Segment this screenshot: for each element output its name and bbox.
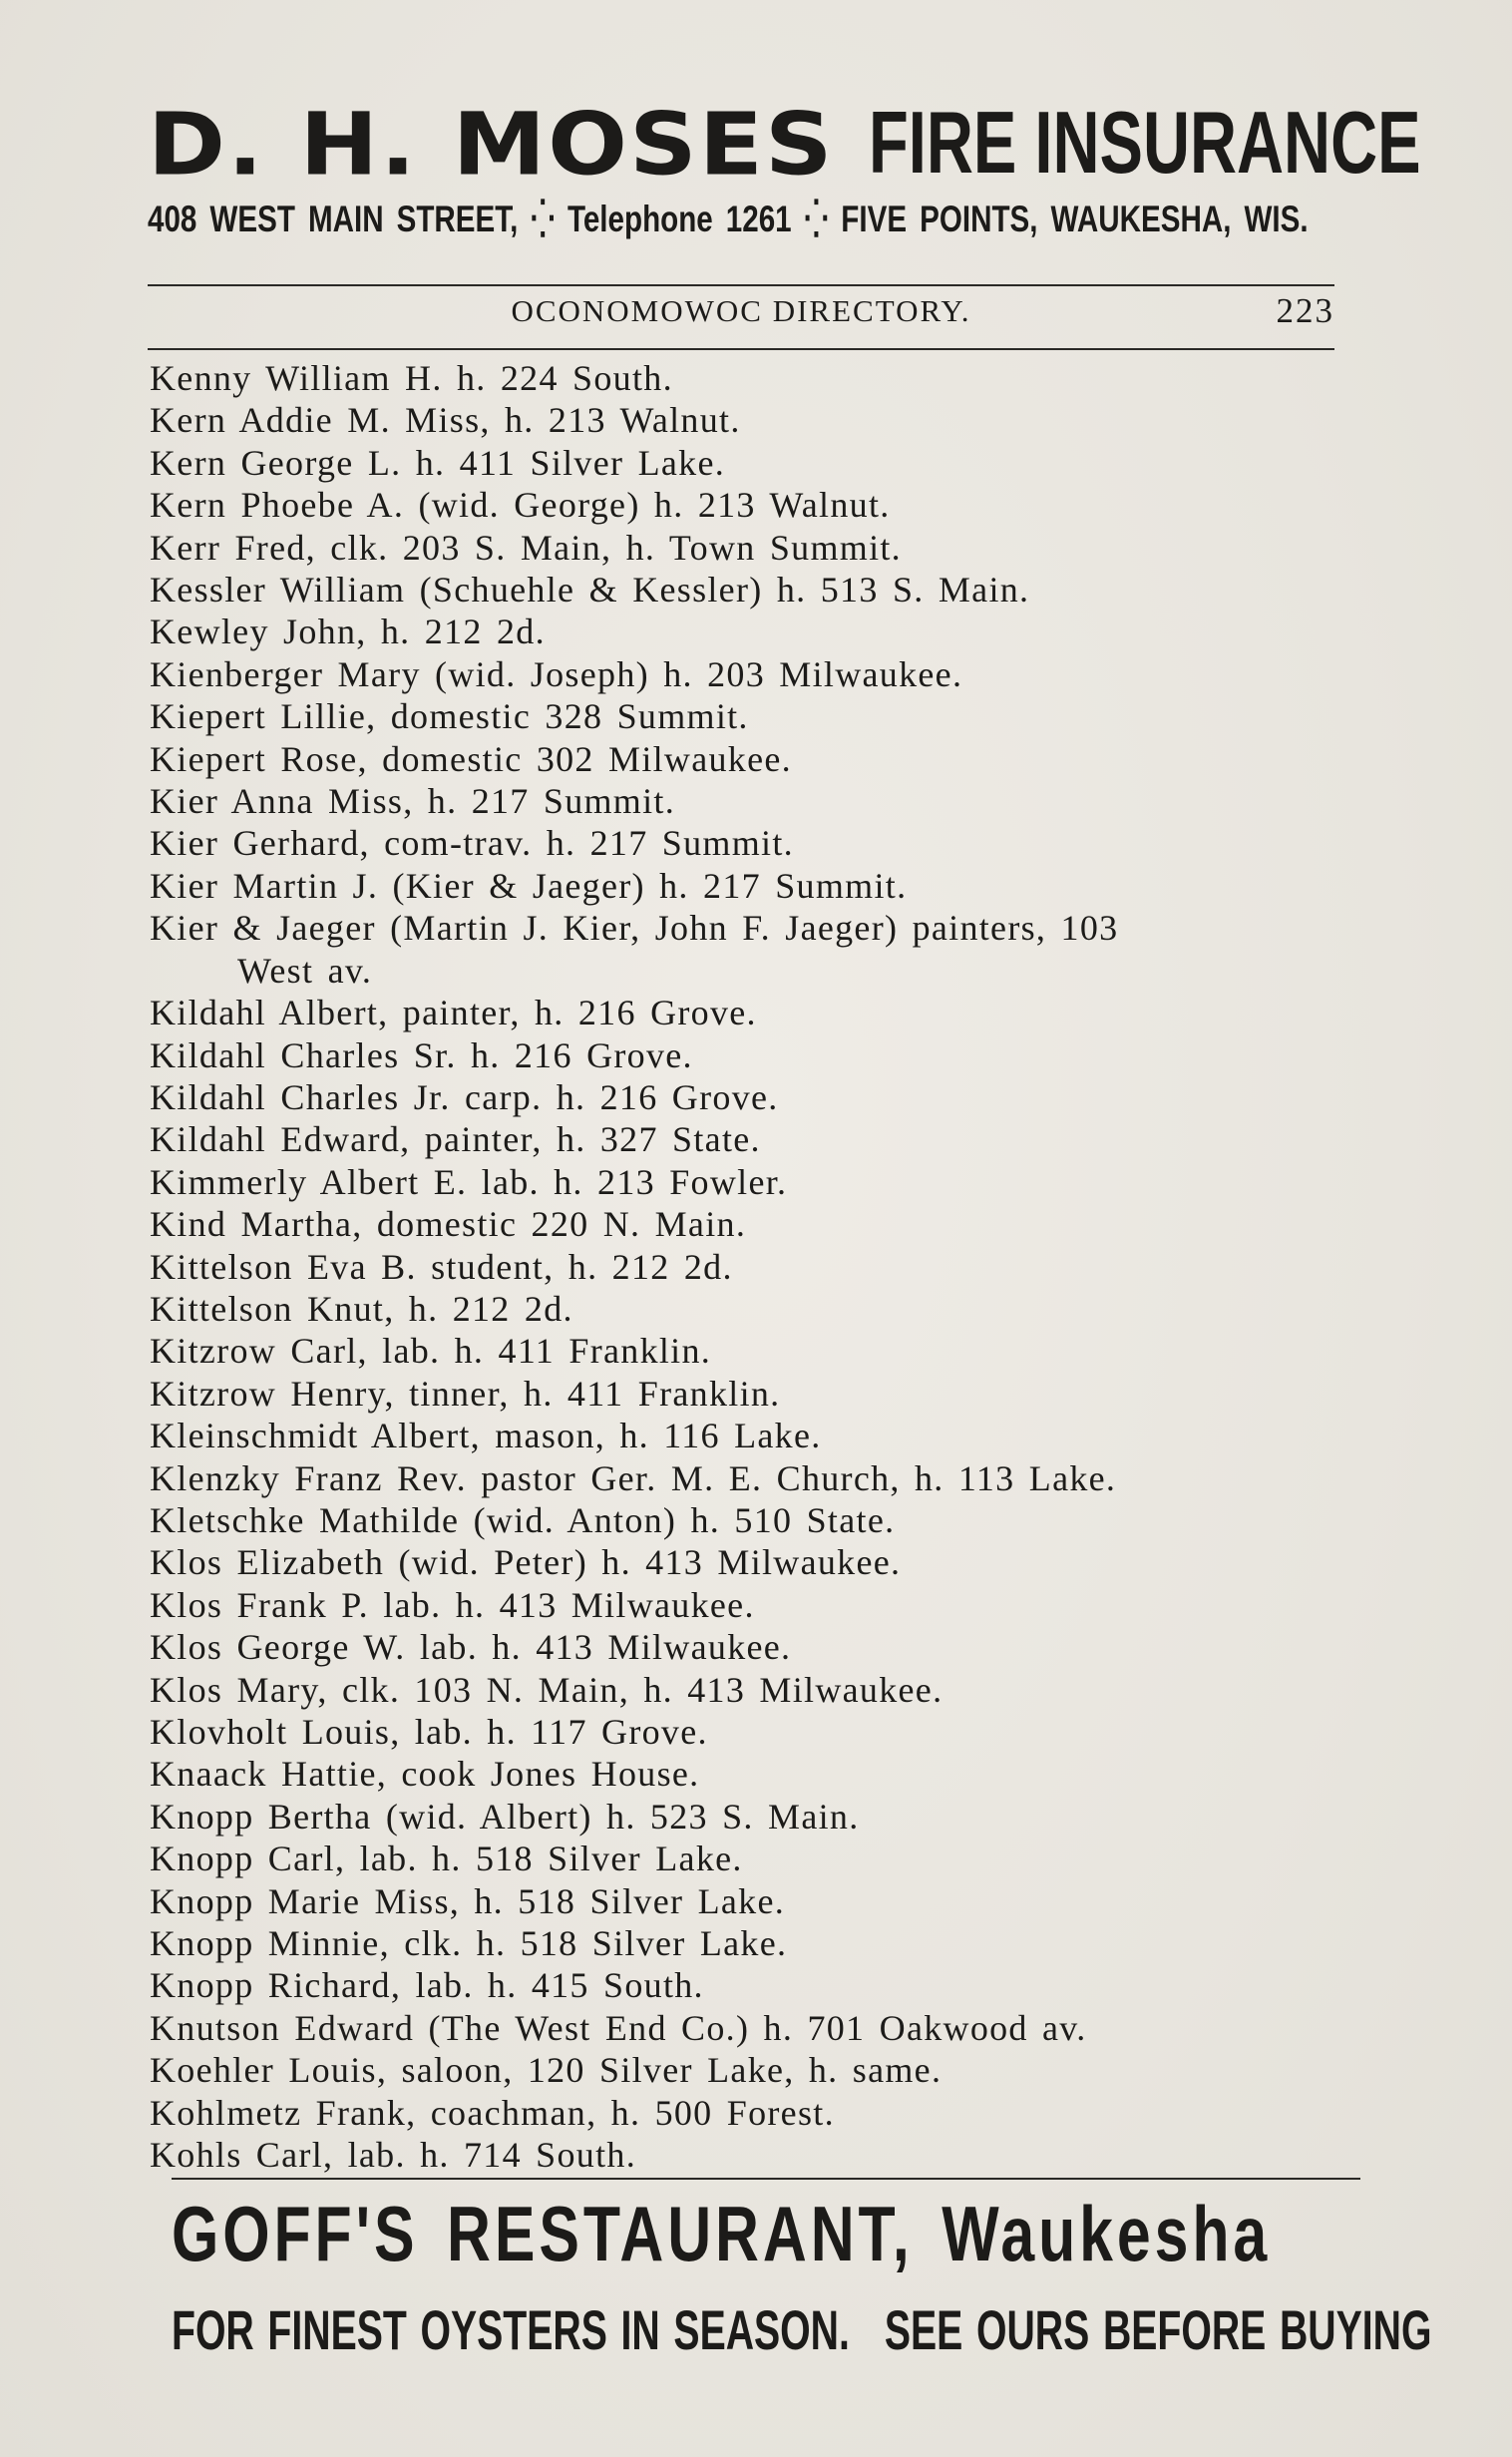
directory-entry	[150, 1118, 1346, 1160]
entry-text: Kerr Fred, clk. 203 S. Main, h. Town Summit.	[150, 527, 902, 568]
bottom-ad-headline: GOFF'S RESTAURANT, Waukesha	[172, 2190, 1272, 2277]
entry-text: Knopp Carl, lab. h. 518 Silver Lake.	[150, 1839, 743, 1879]
entry-text: Kind Martha, domestic 220 N. Main.	[150, 1204, 747, 1245]
directory-title: OCONOMOWOC DIRECTORY.	[511, 293, 971, 328]
directory-entry	[150, 1034, 1346, 1076]
entry-text: Klos Frank P. lab. h. 413 Milwaukee.	[150, 1584, 755, 1625]
directory-entry	[150, 738, 1346, 780]
top-advertisement	[148, 93, 1421, 239]
bottom-ad-tagline-left: FOR FINEST OYSTERS IN SEASON.	[172, 2298, 850, 2361]
entry-text: Kitzrow Henry, tinner, h. 411 Franklin.	[150, 1373, 781, 1414]
top-ad-address: 408 WEST MAIN STREET, ⁛ Telephone 1261 ⁛ FIVE POINTS, WAUKESHA, WIS.	[148, 199, 1309, 239]
bottom-ad-tagline-right: SEE OURS BEFORE BUYING	[884, 2298, 1432, 2361]
entry-text: Kier Anna Miss, h. 217 Summit.	[150, 781, 676, 822]
directory-entry	[150, 484, 1346, 526]
directory-entry	[150, 2007, 1346, 2049]
entry-text: Kenny William H. h. 224 South.	[150, 358, 673, 398]
entry-text: Klovholt Louis, lab. h. 117 Grove.	[150, 1712, 708, 1752]
top-ad-name: D. H. MOSES	[148, 95, 835, 196]
bottom-ad-tagline	[172, 2298, 1432, 2361]
entry-continuation: West av.	[237, 950, 373, 991]
directory-entry	[150, 357, 1346, 399]
directory-entry	[150, 822, 1346, 864]
directory-entry	[150, 695, 1346, 737]
directory-entry	[150, 1964, 1346, 2006]
directory-entry	[150, 1711, 1346, 1753]
directory-entry	[150, 1457, 1346, 1499]
directory-entry	[150, 1922, 1346, 1964]
directory-entry	[150, 1076, 1346, 1118]
page-number: 223	[1276, 291, 1334, 330]
entry-text: Klos George W. lab. h. 413 Milwaukee.	[150, 1627, 792, 1668]
directory-entry	[150, 1796, 1346, 1838]
entry-text: Kienberger Mary (wid. Joseph) h. 203 Milwaukee.	[150, 653, 963, 694]
entry-text: Kittelson Eva B. student, h. 212 2d.	[150, 1246, 733, 1287]
entry-text: Kern Phoebe A. (wid. George) h. 213 Walnut.	[150, 485, 891, 526]
entry-text: Kiepert Lillie, domestic 328 Summit.	[150, 696, 749, 737]
entry-text: Knutson Edward (The West End Co.) h. 701 Oakwood av.	[150, 2007, 1087, 2048]
entry-text: Kier & Jaeger (Martin J. Kier, John F. Jaeger) painters, 103	[150, 908, 1119, 949]
directory-entry	[150, 780, 1346, 822]
entry-text: Knopp Marie Miss, h. 518 Silver Lake.	[150, 1880, 786, 1921]
directory-entry	[150, 992, 1346, 1033]
entry-text: Klenzky Franz Rev. pastor Ger. M. E. Church, h. 113 Lake.	[150, 1457, 1117, 1498]
entry-text: Knopp Minnie, clk. h. 518 Silver Lake.	[150, 1923, 788, 1964]
directory-entry	[150, 2134, 1346, 2176]
entry-text: Kier Gerhard, com-trav. h. 217 Summit.	[150, 823, 794, 864]
entry-text: Kildahl Charles Jr. carp. h. 216 Grove.	[150, 1076, 779, 1117]
directory-entry	[150, 907, 1346, 992]
entry-text: Kern George L. h. 411 Silver Lake.	[150, 442, 726, 483]
directory-entry	[150, 1753, 1346, 1795]
top-ad-business: FIRE INSURANCE	[868, 93, 1421, 192]
header-top-rule	[148, 284, 1334, 286]
entry-text: Knaack Hattie, cook Jones House.	[150, 1754, 700, 1795]
entry-text: Kleinschmidt Albert, mason, h. 116 Lake.	[150, 1416, 822, 1456]
entry-text: Kletschke Mathilde (wid. Anton) h. 510 State.	[150, 1499, 896, 1540]
bottom-advertisement	[172, 2190, 1432, 2361]
entry-text: Kessler William (Schuehle & Kessler) h. 513 S. Main.	[150, 570, 1030, 611]
directory-entry	[150, 653, 1346, 695]
entry-text: Kiepert Rose, domestic 302 Milwaukee.	[150, 738, 792, 779]
entry-text: Kohlmetz Frank, coachman, h. 500 Forest.	[150, 2092, 835, 2133]
entry-text: Kier Martin J. (Kier & Jaeger) h. 217 Summit.	[150, 865, 908, 906]
entry-text: Kildahl Charles Sr. h. 216 Grove.	[150, 1034, 693, 1075]
directory-entry	[150, 399, 1346, 441]
directory-entry	[150, 2049, 1346, 2091]
directory-entry	[150, 1838, 1346, 1879]
directory-entry	[150, 1541, 1346, 1583]
entry-text: Kittelson Knut, h. 212 2d.	[150, 1288, 573, 1329]
directory-entry	[150, 1880, 1346, 1922]
entry-text: Klos Mary, clk. 103 N. Main, h. 413 Milwaukee.	[150, 1669, 944, 1710]
directory-entry	[150, 1373, 1346, 1415]
directory-entry	[150, 1203, 1346, 1245]
entry-text: Koehler Louis, saloon, 120 Silver Lake, h. same.	[150, 2050, 943, 2091]
entry-text: Kewley John, h. 212 2d.	[150, 612, 546, 652]
footer-rule	[172, 2178, 1360, 2180]
directory-entry	[150, 442, 1346, 484]
entry-text: Kimmerly Albert E. lab. h. 213 Fowler.	[150, 1161, 788, 1202]
entry-text: Kern Addie M. Miss, h. 213 Walnut.	[150, 400, 741, 441]
directory-entry	[150, 1246, 1346, 1288]
directory-entry	[150, 527, 1346, 569]
directory-entries	[150, 357, 1346, 2176]
entry-text: Kildahl Edward, painter, h. 327 State.	[150, 1119, 761, 1160]
top-ad-title-line	[148, 93, 1421, 196]
directory-entry	[150, 865, 1346, 907]
entry-text: Klos Elizabeth (wid. Peter) h. 413 Milwaukee.	[150, 1542, 902, 1583]
directory-entry	[150, 1584, 1346, 1626]
directory-entry	[150, 569, 1346, 611]
directory-entry	[150, 611, 1346, 652]
directory-entry	[150, 1330, 1346, 1372]
directory-entry	[150, 1626, 1346, 1668]
directory-entry	[150, 1288, 1346, 1330]
directory-entry	[150, 1499, 1346, 1541]
directory-entry	[150, 1161, 1346, 1203]
entry-text: Kitzrow Carl, lab. h. 411 Franklin.	[150, 1331, 712, 1372]
directory-entry	[150, 1669, 1346, 1711]
entry-text: Knopp Richard, lab. h. 415 South.	[150, 1965, 704, 2006]
header-bottom-rule	[148, 348, 1334, 350]
entry-text: Kohls Carl, lab. h. 714 South.	[150, 2135, 636, 2176]
entry-text: Kildahl Albert, painter, h. 216 Grove.	[150, 993, 757, 1033]
running-header	[148, 291, 1334, 337]
entry-text: Knopp Bertha (wid. Albert) h. 523 S. Main.	[150, 1796, 860, 1837]
directory-entry	[150, 1415, 1346, 1456]
directory-entry	[150, 2092, 1346, 2134]
